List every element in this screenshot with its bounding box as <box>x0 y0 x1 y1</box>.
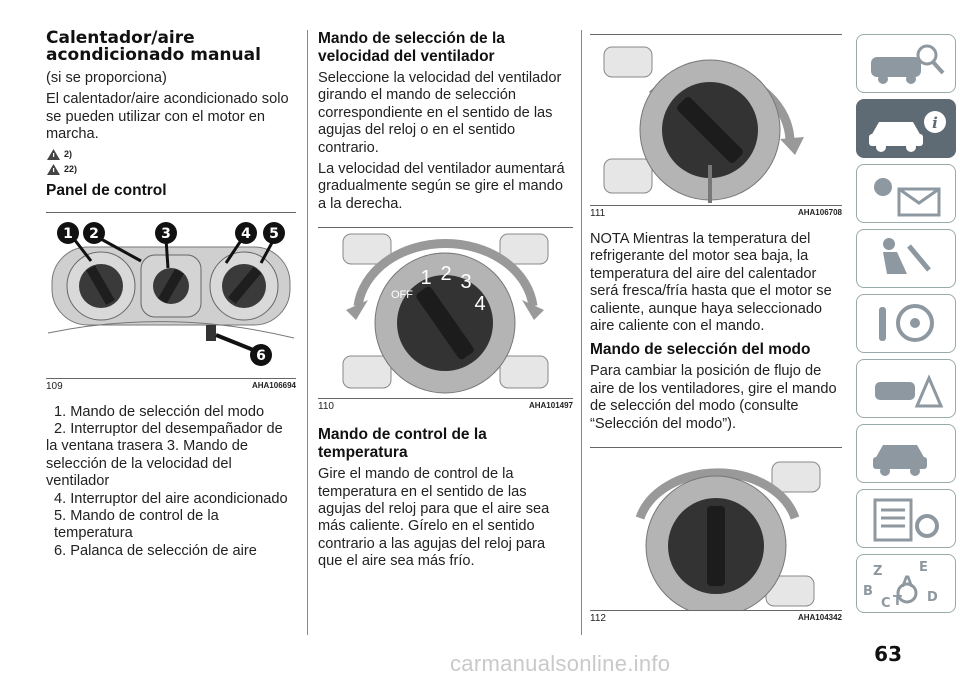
index-letter: B <box>863 584 873 599</box>
fan-dial-illustration <box>318 228 573 398</box>
warning-book-icon <box>46 148 61 161</box>
subheading: Mando de selección del modo <box>590 341 811 359</box>
tab-vehicle-overview[interactable] <box>856 34 956 93</box>
figure-code: AHA106694 <box>251 380 296 390</box>
svg-text:i: i <box>932 114 938 132</box>
figure-fan-dial <box>318 227 573 399</box>
roadside-warning-icon <box>857 360 955 417</box>
list-item: 6. Palanca de selección de aire <box>54 542 257 559</box>
warning-ref-label: 22) <box>64 164 78 175</box>
control-panel-illustration <box>46 213 296 378</box>
index-letter: E <box>919 560 928 575</box>
figure-code: AHA104342 <box>797 613 842 623</box>
tab-emergency[interactable] <box>856 359 956 418</box>
section-title: Calentador/aire acondicionado manual <box>46 28 261 65</box>
seat-airbag-icon <box>857 230 955 287</box>
car-search-icon <box>857 35 955 92</box>
warning-lights-icon <box>857 165 955 222</box>
figure-caption <box>590 208 842 219</box>
dial-label-off: OFF <box>391 289 413 302</box>
paragraph: La velocidad del ventilador aumentará gradualmente según se gire el mando a la derecha. <box>318 161 565 212</box>
figure-code: AHA106708 <box>797 208 842 217</box>
tab-service-care[interactable] <box>856 424 956 483</box>
index-letter: D <box>927 590 938 605</box>
warning-book-icon <box>46 163 61 176</box>
legend-list <box>46 404 296 561</box>
callout-label: 2 <box>89 225 99 242</box>
figure-caption <box>590 613 842 624</box>
column-1 <box>46 30 296 560</box>
mode-dial-illustration <box>590 448 842 610</box>
figure-control-panel <box>46 212 296 379</box>
subtitle: (si se proporciona) <box>46 70 167 86</box>
index-letter: T <box>893 594 902 609</box>
warning-ref[interactable] <box>46 148 296 161</box>
alphabetical-index-icon <box>857 555 955 612</box>
list-item: 2. Interruptor del desempañador de la ventana trasera 3. Mando de selección de la velocidad del ventilador <box>46 421 283 490</box>
index-letter: A <box>901 572 914 591</box>
callout-label: 1 <box>63 225 73 242</box>
callout-label: 6 <box>256 347 266 364</box>
temperature-dial-illustration <box>590 35 842 205</box>
figure-number: 112 <box>590 613 606 625</box>
figure-caption <box>318 401 573 412</box>
list-item: 5. Mando de control de la temperatura <box>54 508 219 542</box>
watermark: carmanualsonline.info <box>450 651 671 676</box>
figure-temperature-dial <box>590 34 842 206</box>
warning-ref-label: 2) <box>64 149 73 160</box>
list-item: 1. Mando de selección del modo <box>54 403 265 420</box>
callout-label: 4 <box>241 225 251 242</box>
paragraph: Seleccione la velocidad del ventilador girando el mando de selección correspondiente en el sentido de las agujas del reloj o en el sentido contrario. <box>318 70 562 156</box>
intro-text: El calentador/aire acondicionado solo se pueden utilizar con el motor en marcha. <box>46 91 289 143</box>
specifications-icon <box>857 490 955 547</box>
figure-number: 110 <box>318 401 334 413</box>
chapter-tabs <box>856 34 954 619</box>
index-letter: C <box>881 596 891 611</box>
car-info-icon <box>857 100 955 157</box>
list-item: 4. Interruptor del aire acondicionado <box>54 490 288 507</box>
note-text: NOTA Mientras la temperatura del refrigerante del motor sea baja, la temperatura del aire del calentador será fresca/fría hasta que el motor se caliente, aunque haya seleccionado aire caliente con el mando. <box>590 231 832 335</box>
figure-code: AHA101497 <box>528 401 573 411</box>
callout-label: 5 <box>269 225 279 242</box>
figure-mode-dial <box>590 447 842 611</box>
steering-key-icon <box>857 295 955 352</box>
paragraph: Para cambiar la posición de flujo de aire de los ventiladores, gire el mando de selección del modo (consulte “Selección del modo”). <box>590 363 837 432</box>
figure-caption <box>46 381 296 392</box>
column-divider <box>581 30 582 635</box>
paragraph: Gire el mando de control de la temperatura en el sentido de las agujas del reloj para que el aire sea más caliente. Gírelo en el sentido contrario a las agujas del reloj para que el aire sea más frío. <box>318 466 550 570</box>
subheading: Mando de selección de la velocidad del ventilador <box>318 30 505 65</box>
tab-car-info[interactable] <box>856 99 956 158</box>
car-service-icon <box>857 425 955 482</box>
subheading: Panel de control <box>46 181 167 199</box>
warning-ref[interactable] <box>46 163 296 176</box>
dial-label-3: 3 <box>460 271 472 294</box>
dial-label-1: 1 <box>420 267 432 290</box>
column-2 <box>318 30 573 575</box>
tab-technical-data[interactable] <box>856 489 956 548</box>
dial-label-2: 2 <box>440 263 452 286</box>
callout-label: 3 <box>161 225 171 242</box>
subheading: Mando de control de la temperatura <box>318 426 487 462</box>
page-number: 63 <box>874 642 902 666</box>
column-3 <box>590 30 842 624</box>
index-letter: Z <box>873 564 883 579</box>
tab-index[interactable] <box>856 554 956 613</box>
tab-warning-lights[interactable] <box>856 164 956 223</box>
column-divider <box>307 30 308 635</box>
tab-starting-driving[interactable] <box>856 294 956 353</box>
figure-number: 109 <box>46 380 63 392</box>
tab-safety[interactable] <box>856 229 956 288</box>
dial-label-4: 4 <box>474 293 486 316</box>
figure-number: 111 <box>590 208 606 219</box>
